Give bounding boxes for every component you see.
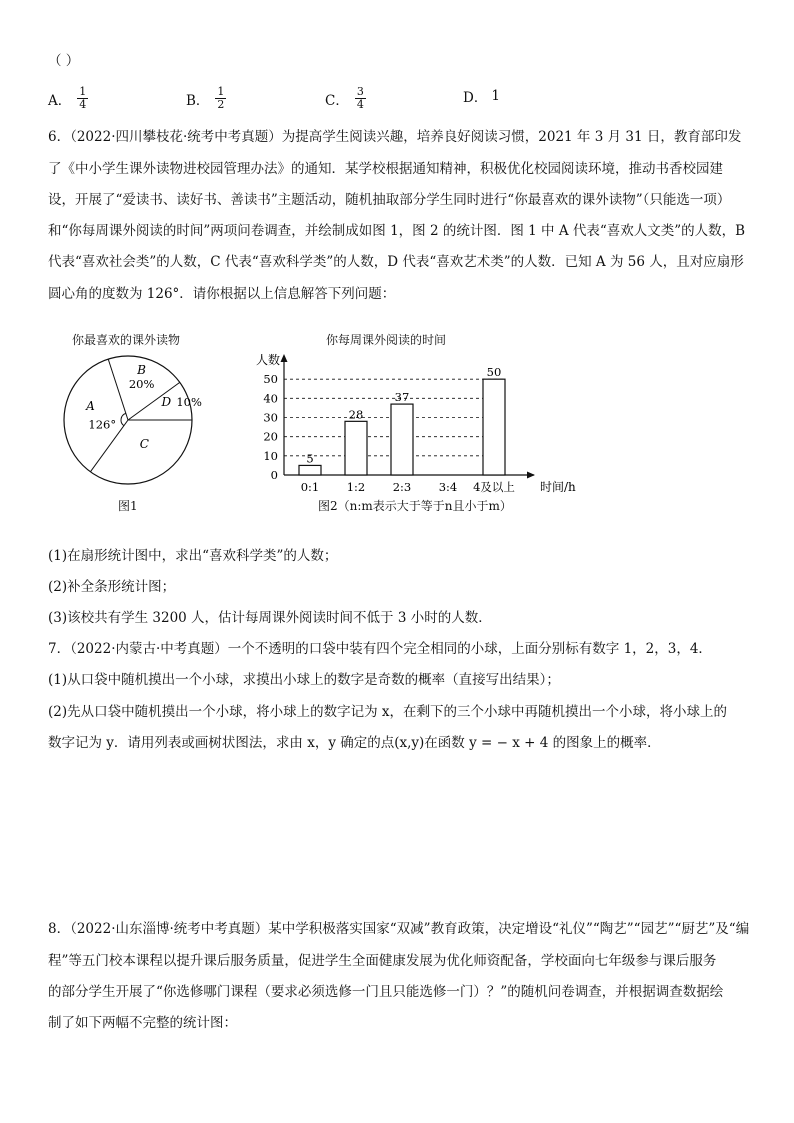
fraction — [355, 86, 366, 111]
bar-data-label: 50 — [486, 365, 502, 380]
option-d — [463, 86, 500, 106]
pie-label-d: D — [161, 394, 172, 409]
x-tick-label: 4及以上 — [473, 480, 515, 494]
pie-label-c: C — [139, 437, 149, 452]
bar-chart-title: 你每周课外阅读的时间 — [326, 333, 447, 347]
option-b — [186, 86, 226, 111]
y-tick-label: 0 — [270, 468, 278, 482]
fraction — [77, 86, 88, 111]
pie-label-a: A — [86, 399, 95, 414]
numerator: 1 — [79, 85, 87, 98]
bar — [483, 379, 505, 475]
option-letter: C． — [325, 92, 349, 109]
bar-data-label: 5 — [306, 451, 314, 466]
y-axis-arrow — [281, 354, 288, 362]
q6-line-6: 圆心角的度数为 126°．请你根据以上信息解答下列问题： — [48, 286, 396, 302]
x-tick-label: 0:1 — [300, 480, 320, 494]
option-letter: B． — [186, 92, 210, 109]
q8-line-1: 8．（2022·山东淄博·统考中考真题）某中学积极落实国家“双减”教育政策，决定增设“礼仪”“陶艺”“园艺”“厨艺”及“编 — [48, 921, 750, 937]
pie-value-b: 20% — [128, 377, 155, 392]
option-letter: D． — [463, 90, 488, 106]
bar — [345, 421, 367, 475]
y-tick-label: 40 — [263, 391, 278, 406]
q8-line-3: 的部分学生开展了“你选修哪门课程（要求必须选修一门且只能选修一门）？”的随机问卷调查，并根据调查数据绘 — [48, 984, 724, 1000]
bar — [299, 465, 321, 475]
pie-value-a: 126° — [88, 417, 117, 432]
bar-data-label: 28 — [348, 407, 364, 422]
q6-line-3: 设，开展了“爱读书、读好书、善读书”主题活动，随机抽取部分学生同时进行“你最喜欢的课外读物”（只能选一项） — [48, 192, 731, 208]
x-axis-label: 时间/h — [540, 480, 576, 494]
fraction — [215, 86, 226, 111]
denominator: 2 — [217, 98, 225, 111]
x-tick-label: 3:4 — [438, 480, 458, 494]
q6-line-5: 代表“喜欢社会类”的人数，C 代表“喜欢科学类”的人数，D 代表“喜欢艺术类”的人数．已知 A 为 56 人，且对应扇形 — [48, 254, 744, 270]
q7-line-3: (2)先从口袋中随机摸出一个小球，将小球上的数字记为 x，在剩下的三个小球中再随机摸出一个小球，将小球上的 — [48, 704, 728, 720]
option-c — [325, 86, 366, 111]
x-axis-arrow — [527, 472, 535, 479]
y-tick-label: 20 — [263, 429, 278, 444]
q6-line-4: 和“你每周课外阅读的时间”两项问卷调查，并绘制成如图 1，图 2 的统计图．图 1 中 A 代表“喜欢人文类”的人数，B — [48, 223, 746, 239]
q6-sub-3: (3)该校共有学生 3200 人，估计每周课外阅读时间不低于 3 小时的人数． — [48, 610, 492, 626]
q6-line-1: 6．（2022·四川攀枝花·统考中考真题）为提高学生阅读兴趣，培养良好阅读习惯，2021 年 3 月 31 日，教育部印发 — [48, 129, 742, 145]
pie-value-d: 10% — [176, 394, 202, 409]
q7-line-1: 7．（2022·内蒙古·中考真题）一个不透明的口袋中装有四个完全相同的小球，上面分别标有数字 1，2，3，4． — [48, 641, 712, 657]
y-axis-label: 人数 — [256, 353, 281, 367]
option-a — [48, 86, 88, 111]
pie-label-b: B — [137, 363, 147, 378]
q6-sub-1: (1)在扇形统计图中，求出“喜欢科学类”的人数； — [48, 548, 338, 564]
q7-line-4: 数字记为 y．请用列表或画树状图法，求由 x，y 确定的点(x,y)在函数 y = − x + 4 的图象上的概率． — [48, 735, 661, 751]
pie-group — [64, 356, 202, 484]
x-tick-label: 1:2 — [346, 480, 366, 494]
pie-chart-title: 你最喜欢的课外读物 — [72, 333, 181, 347]
q6-sub-2: (2)补全条形统计图； — [48, 579, 176, 595]
q8-line-2: 程”等五门校本课程以提升课后服务质量，促进学生全面健康发展为优化师资配备，学校面向七年级参与课后服务 — [48, 953, 717, 969]
q6-line-2: 了《中小学生课外读物进校园管理办法》的通知．某学校根据通知精神，积极优化校园阅读环境，推动书香校园建 — [48, 161, 723, 177]
denominator: 4 — [356, 98, 364, 111]
bar — [391, 404, 413, 475]
q8-line-4: 制了如下两幅不完整的统计图： — [48, 1015, 237, 1031]
bar-chart — [236, 352, 596, 497]
y-tick-label: 50 — [263, 372, 278, 387]
y-tick-label: 30 — [263, 410, 278, 425]
pie-chart — [60, 352, 202, 488]
option-value: 1 — [491, 88, 500, 104]
x-tick-label: 2:3 — [392, 480, 412, 494]
numerator: 1 — [217, 85, 225, 98]
bar-chart-caption: 图2（n:m表示大于等于n且小于m） — [318, 499, 512, 513]
denominator: 4 — [79, 98, 87, 111]
bar-data-label: 37 — [394, 390, 410, 405]
answer-paren: （ ） — [48, 53, 80, 69]
y-tick-label: 10 — [263, 448, 278, 463]
pie-chart-caption: 图1 — [118, 499, 138, 513]
numerator: 3 — [356, 85, 364, 98]
option-letter: A． — [48, 92, 72, 109]
q7-line-2: (1)从口袋中随机摸出一个小球，求摸出小球上的数字是奇数的概率（直接写出结果）； — [48, 672, 560, 688]
